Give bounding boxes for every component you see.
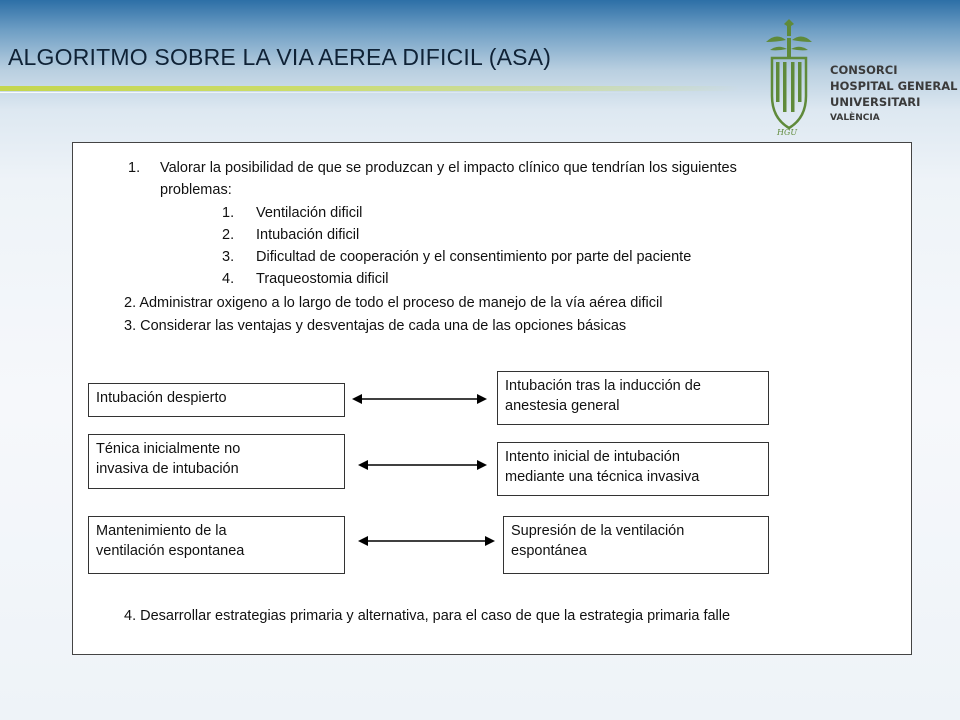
sub-item-number: 1.	[222, 205, 235, 221]
logo-line: HOSPITAL GENERAL	[830, 79, 958, 93]
option-text: Supresión de la ventilación	[511, 523, 685, 539]
option-text: mediante una técnica invasiva	[505, 469, 700, 485]
option-box-left	[88, 434, 345, 489]
logo-line: VALÈNCIA	[830, 113, 880, 123]
sub-item-number: 2.	[222, 227, 235, 243]
page-title: ALGORITMO SOBRE LA VIA AEREA DIFICIL (ASA)	[8, 44, 552, 70]
option-box-right	[497, 442, 769, 496]
logo-initials: HGU	[777, 128, 798, 136]
item-2-text: 2. Administrar oxigeno a lo largo de todo el proceso de manejo de la vía aérea dificil	[124, 295, 663, 311]
option-box-right	[503, 516, 769, 574]
sub-item-text: Intubación dificil	[256, 227, 360, 243]
option-text: Intubación tras la inducción de	[505, 378, 701, 394]
option-box-left	[88, 516, 345, 574]
logo-line: CONSORCI	[830, 63, 898, 77]
sub-item-number: 4.	[222, 271, 235, 287]
option-text: Intento inicial de intubación	[505, 449, 680, 465]
option-text: Mantenimiento de la	[96, 523, 227, 539]
option-box-left	[88, 383, 345, 417]
option-text: Intubación despierto	[96, 390, 227, 406]
item-1-text-cont: problemas:	[160, 182, 232, 198]
option-box-right	[497, 371, 769, 425]
title-underline-highlight	[0, 92, 700, 93]
item-1-text: Valorar la posibilidad de que se produzcan y el impacto clínico que tendrían los siguientes	[160, 160, 737, 176]
sub-item-text: Traqueostomia dificil	[256, 271, 389, 287]
sub-item-number: 3.	[222, 249, 235, 265]
title-underline	[0, 86, 740, 91]
hospital-logo-text	[830, 62, 957, 126]
option-text: espontánea	[511, 543, 587, 559]
item-1-number: 1.	[128, 160, 141, 176]
option-text: anestesia general	[505, 398, 620, 414]
sub-item-text: Dificultad de cooperación y el consentimiento por parte del paciente	[256, 249, 692, 265]
option-text: ventilación espontanea	[96, 543, 245, 559]
option-text: invasiva de intubación	[96, 461, 239, 477]
logo-line: UNIVERSITARI	[830, 95, 921, 109]
item-3-text: 3. Considerar las ventajas y desventajas de cada una de las opciones básicas	[124, 318, 627, 334]
option-text: Ténica inicialmente no	[96, 441, 241, 457]
item-4-text: 4. Desarrollar estrategias primaria y alternativa, para el caso de que la estrategia primaria falle	[124, 608, 731, 624]
sub-item-text: Ventilación dificil	[256, 205, 363, 221]
